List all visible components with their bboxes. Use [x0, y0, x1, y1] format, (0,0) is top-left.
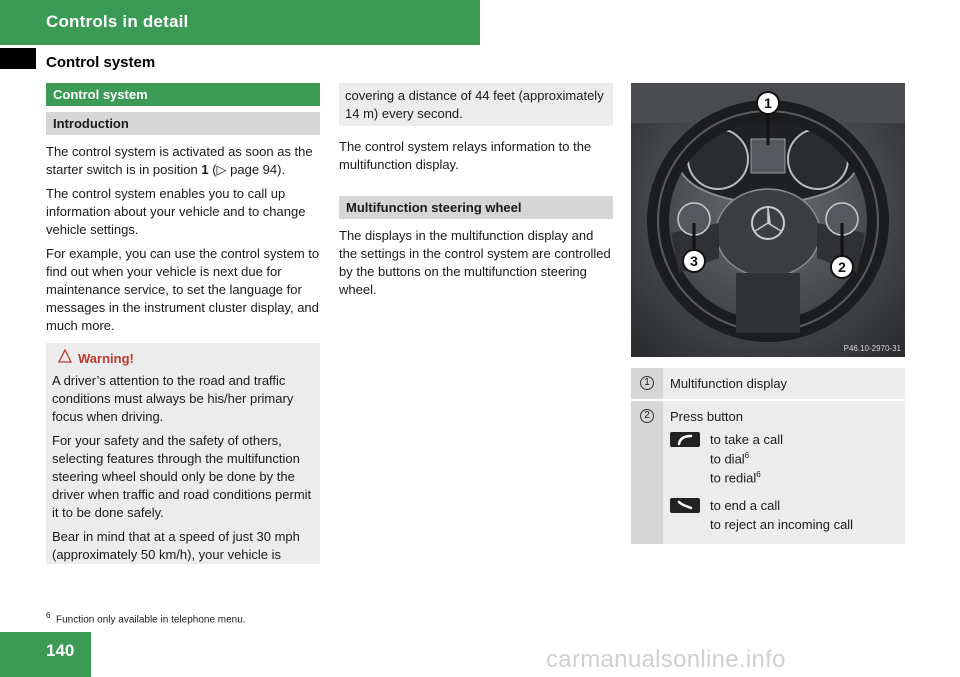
take-call-text: to take a call — [710, 432, 783, 447]
intro-paragraph-2: The control system enables you to call up information about your vehicle and to change vehicle settings. — [46, 186, 306, 237]
figure-code: P46.10-2970-31 — [843, 344, 901, 353]
callout-1: 1 — [764, 95, 772, 111]
footnote-number: 6 — [46, 611, 51, 620]
dial-line: to dial$^6$ — [710, 451, 750, 467]
callout-2: 2 — [838, 259, 846, 275]
watermark: carmanualsonline.info — [546, 646, 786, 673]
section-marker — [0, 48, 36, 69]
legend-row-2 — [631, 401, 905, 544]
end-call-text: to end a call — [710, 497, 781, 513]
legend-text-1: Multifunction display — [670, 376, 788, 391]
legend-text-2: Press button — [670, 409, 743, 424]
warning-heading — [52, 349, 314, 368]
left-column — [46, 83, 320, 564]
middle-column — [339, 83, 613, 305]
legend-number-1: 1 — [640, 376, 654, 390]
legend-table — [631, 368, 905, 544]
section-title: Control system — [46, 54, 156, 71]
intro-paragraph-3: For example, you can use the control system to find out when your vehicle is next due for maintenance service, to set the language for messages in the instrument cluster display, and much more. — [46, 246, 320, 333]
legend-row-1 — [631, 368, 905, 399]
phone-answer-icon — [670, 432, 700, 447]
warning-box — [46, 343, 320, 564]
chapter-title: Controls in detail — [46, 12, 189, 31]
warning-paragraph-2: For your safety and the safety of others, selecting features through the multifunction steering wheel should only be done by the driver when traffic and road conditions permit it to be done safely. — [52, 433, 312, 520]
steering-wheel-photo — [631, 83, 905, 357]
heading-control-system: Control system — [46, 83, 320, 106]
footnote-text: Function only available in telephone menu. — [56, 614, 246, 626]
reject-call-text: to reject an incoming call — [710, 516, 854, 532]
heading-introduction: Introduction — [46, 112, 320, 135]
footnote — [46, 611, 246, 625]
middle-paragraph-2: The displays in the multifunction display and the settings in the control system are controlled by the buttons on the multifunction steering wheel. — [339, 228, 611, 297]
warning-triangle-icon — [58, 349, 72, 368]
page-number-box — [0, 632, 91, 677]
warning-title: Warning! — [78, 350, 134, 366]
warning-paragraph-1: A driver’s attention to the road and traffic conditions must always be his/her primary focus when driving. — [52, 373, 294, 424]
callout-3: 3 — [690, 253, 698, 269]
middle-paragraph-1: The control system relays information to the multifunction display. — [339, 139, 592, 172]
phone-end-group — [670, 498, 899, 536]
page-number: 140 — [46, 641, 75, 660]
warning-continuation: covering a distance of 44 feet (approximately 14 m) every second. — [339, 83, 613, 126]
chapter-tab — [0, 0, 480, 45]
intro-paragraph-1: The control system is activated as soon as the starter switch is in position 1 (▷ page 94). — [46, 144, 313, 177]
phone-end-icon — [670, 498, 700, 513]
warning-paragraph-3: Bear in mind that at a speed of just 30 mph (approximately 50 km/h), your vehicle is — [52, 529, 300, 562]
legend-number-2: 2 — [640, 409, 654, 423]
heading-multifunction-steering-wheel: Multifunction steering wheel — [339, 196, 613, 219]
phone-answer-group — [670, 432, 899, 490]
redial-line: to redial$^6$ — [710, 470, 761, 486]
